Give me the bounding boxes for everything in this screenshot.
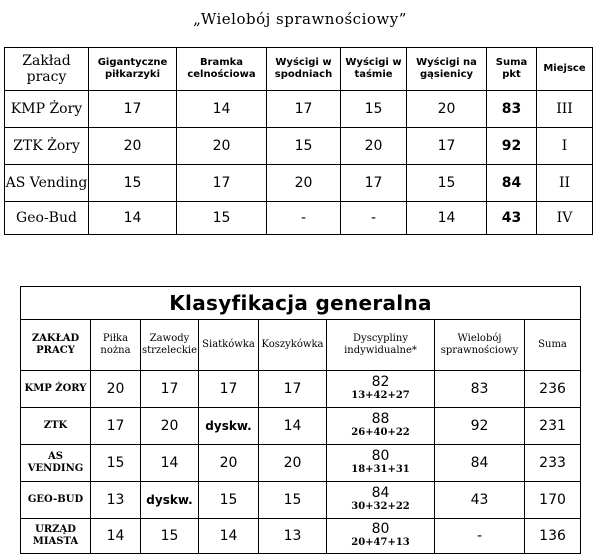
table2-cell: 14 [199, 519, 259, 554]
table1-header: Wyścigi na gąsienicy [407, 48, 487, 91]
table2-cell-individual [327, 408, 435, 445]
table2-cell-sum: 233 [525, 445, 581, 482]
table1-row [5, 128, 593, 165]
table1-cell: 20 [341, 128, 407, 165]
wielobój-table [4, 47, 593, 235]
table2-cell-individual [327, 371, 435, 408]
table1-cell-sum: 92 [487, 128, 537, 165]
klasyfikacja-table [20, 286, 581, 554]
table2-cell: 17 [91, 408, 141, 445]
table2-header: Suma [525, 320, 581, 371]
table2-title: Klasyfikacja generalna [21, 287, 581, 320]
individual-total: 80 [371, 521, 390, 537]
table2-cell-sum: 136 [525, 519, 581, 554]
table2-cell-sum: 236 [525, 371, 581, 408]
table2-cell-company: URZĄD MIASTA [21, 519, 91, 554]
table2-cell-individual [327, 482, 435, 519]
table1-cell: 17 [407, 128, 487, 165]
table2-cell-company: GEO-BUD [21, 482, 91, 519]
table1-header-row [5, 48, 593, 91]
table1-cell: 17 [177, 165, 267, 202]
table2-header: Piłka nożna [91, 320, 141, 371]
table2-cell: 15 [199, 482, 259, 519]
table2-caption-row [21, 287, 581, 320]
table2-header: Siatkówka [199, 320, 259, 371]
table2-cell: 15 [141, 519, 199, 554]
table2-cell: 14 [141, 445, 199, 482]
table2-cell: 20 [259, 445, 327, 482]
table2-header: Koszykówka [259, 320, 327, 371]
table2-row [21, 482, 581, 519]
table2-row [21, 519, 581, 554]
table2-cell-wielobój: - [435, 519, 525, 554]
table1-header: Miejsce [537, 48, 593, 91]
table1-cell: 14 [177, 91, 267, 128]
table1-cell: - [267, 202, 341, 235]
table1-cell-company: AS Vending [5, 165, 89, 202]
table1-cell-place: II [537, 165, 593, 202]
individual-breakdown: 30+32+22 [351, 501, 410, 512]
table2-cell-sum: 231 [525, 408, 581, 445]
table1-cell: 15 [267, 128, 341, 165]
table1-cell: 14 [89, 202, 177, 235]
table2-cell: 17 [199, 371, 259, 408]
table2-cell: 14 [259, 408, 327, 445]
table1-cell-sum: 83 [487, 91, 537, 128]
individual-total: 84 [371, 485, 390, 501]
table2-cell: dyskw. [199, 408, 259, 445]
table1-cell-place: IV [537, 202, 593, 235]
individual-breakdown: 13+42+27 [351, 390, 410, 401]
table1-cell-sum: 84 [487, 165, 537, 202]
table2-cell-sum: 170 [525, 482, 581, 519]
table2-cell-wielobój: 92 [435, 408, 525, 445]
table2-cell-company: KMP ŻORY [21, 371, 91, 408]
table2-cell-company: ZTK [21, 408, 91, 445]
table1-cell: 15 [89, 165, 177, 202]
table1-cell-place: III [537, 91, 593, 128]
individual-total: 82 [371, 374, 390, 390]
table2-cell-company: AS VENDING [21, 445, 91, 482]
table1-header: Wyścigi w spodniach [267, 48, 341, 91]
table1-cell: - [341, 202, 407, 235]
table2-header-row [21, 320, 581, 371]
table1-cell: 20 [89, 128, 177, 165]
table2-cell-individual [327, 519, 435, 554]
individual-breakdown: 18+31+31 [351, 464, 410, 475]
table2-cell-wielobój: 43 [435, 482, 525, 519]
table2-header: Wielobój sprawnościowy [435, 320, 525, 371]
table1-cell: 17 [341, 165, 407, 202]
table1-row [5, 202, 593, 235]
table2-cell: 20 [141, 408, 199, 445]
table2-row [21, 445, 581, 482]
table1-cell: 15 [407, 165, 487, 202]
individual-breakdown: 26+40+22 [351, 427, 410, 438]
table2-cell: dyskw. [141, 482, 199, 519]
table1-header: Suma pkt [487, 48, 537, 91]
table1-header: Bramka celnościowa [177, 48, 267, 91]
table2-cell: 17 [141, 371, 199, 408]
table2-header: ZAKŁAD PRACY [21, 320, 91, 371]
table1-cell-company: Geo-Bud [5, 202, 89, 235]
table1-cell: 17 [89, 91, 177, 128]
table2-cell: 13 [259, 519, 327, 554]
table1-cell: 15 [341, 91, 407, 128]
table2-header: Zawody strzeleckie [141, 320, 199, 371]
table1-cell: 17 [267, 91, 341, 128]
table1-header: Zakład pracy [5, 48, 89, 91]
table2-cell: 15 [91, 445, 141, 482]
table2-cell-wielobój: 84 [435, 445, 525, 482]
table2-cell-wielobój: 83 [435, 371, 525, 408]
table2-row [21, 371, 581, 408]
table1-title: „Wielobój sprawnościowy” [193, 10, 407, 28]
table2-cell: 15 [259, 482, 327, 519]
table2-cell: 14 [91, 519, 141, 554]
table1-row [5, 165, 593, 202]
table1-cell-company: KMP Żory [5, 91, 89, 128]
table2-row [21, 408, 581, 445]
table1-cell: 20 [177, 128, 267, 165]
table1-cell: 20 [407, 91, 487, 128]
table2-cell-individual [327, 445, 435, 482]
table2-cell: 20 [91, 371, 141, 408]
table2-cell: 13 [91, 482, 141, 519]
table2-cell: 17 [259, 371, 327, 408]
table1-header: Wyścigi w taśmie [341, 48, 407, 91]
individual-total: 80 [371, 448, 390, 464]
table1-row [5, 91, 593, 128]
table1-cell: 20 [267, 165, 341, 202]
table1-cell-company: ZTK Żory [5, 128, 89, 165]
table2-cell: 20 [199, 445, 259, 482]
individual-breakdown: 20+47+13 [351, 537, 410, 548]
individual-total: 88 [371, 411, 390, 427]
table1-cell-place: I [537, 128, 593, 165]
table1-cell-sum: 43 [487, 202, 537, 235]
table1-cell: 15 [177, 202, 267, 235]
table1-header: Gigantyczne piłkarzyki [89, 48, 177, 91]
table1-cell: 14 [407, 202, 487, 235]
table2-header: Dyscypliny indywidualne* [327, 320, 435, 371]
